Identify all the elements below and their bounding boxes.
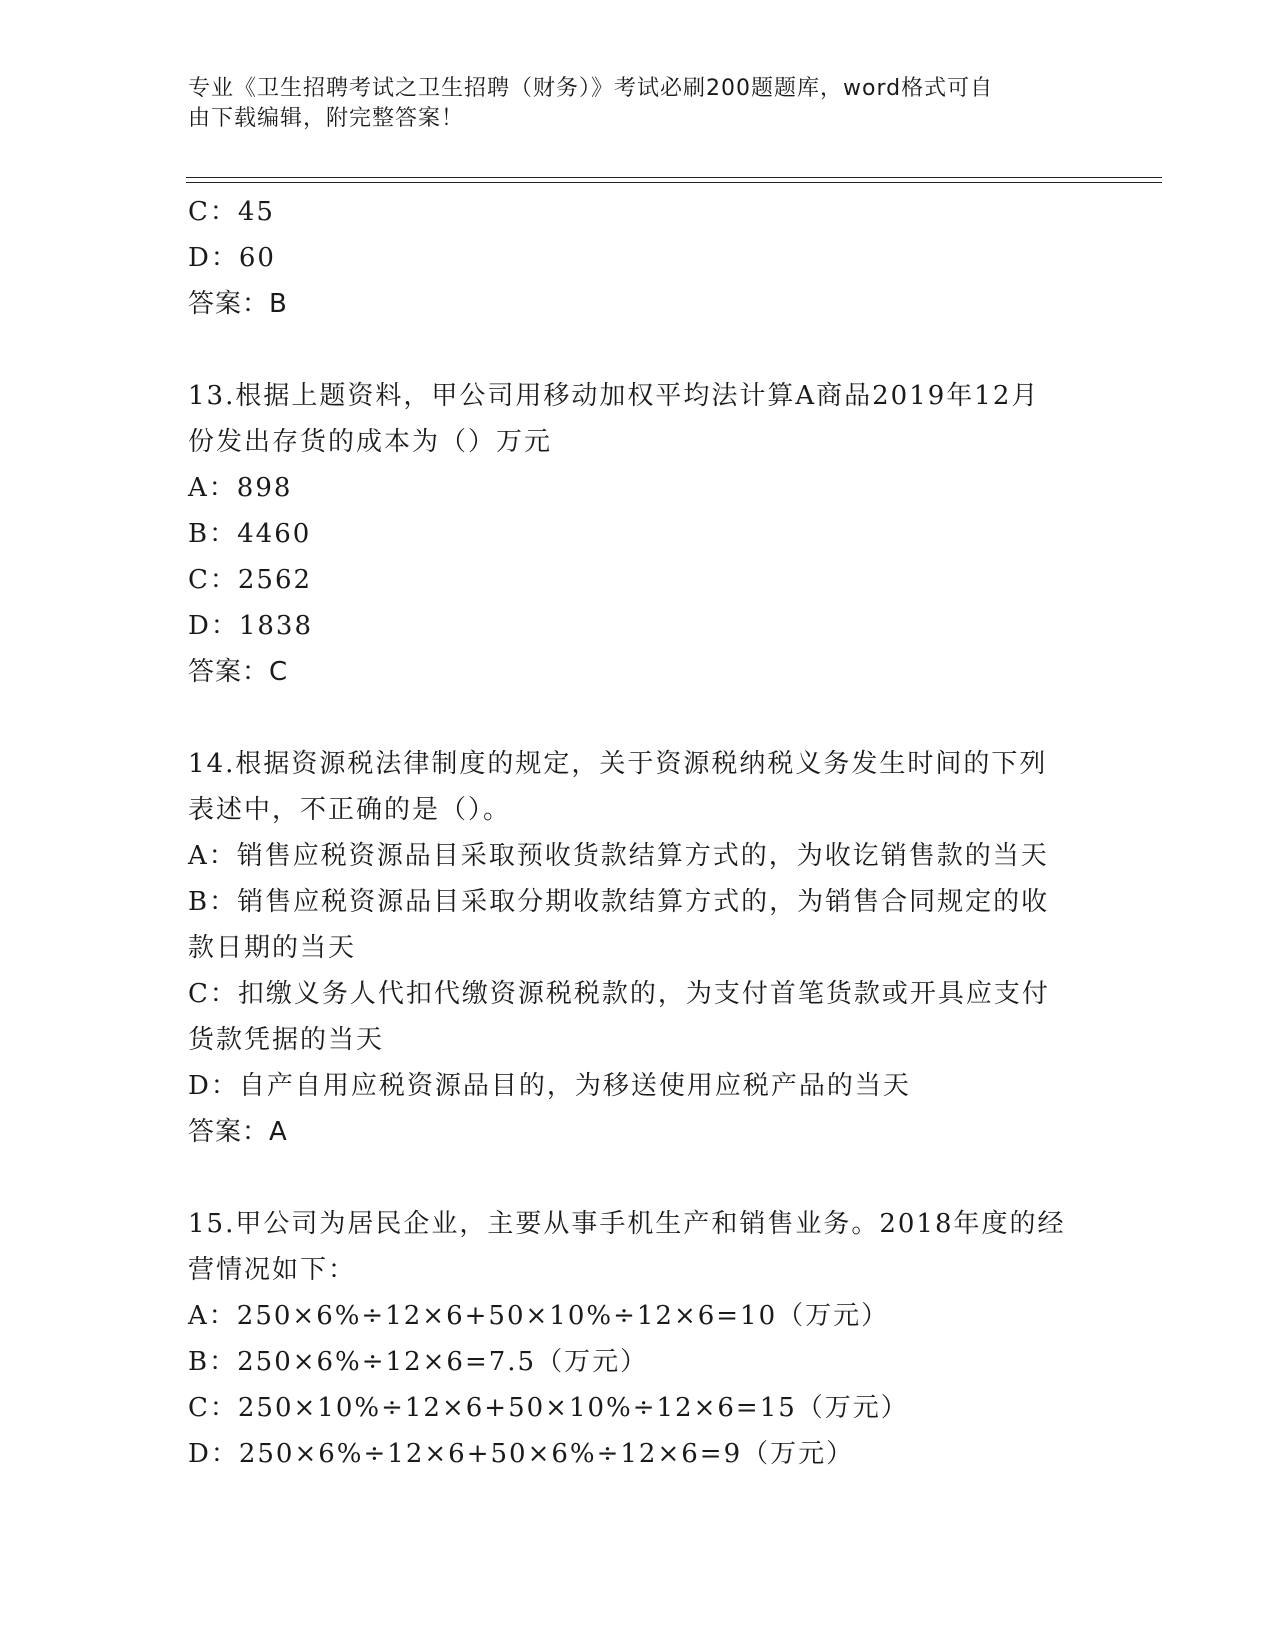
option-a: A：898 xyxy=(188,473,293,503)
spacer xyxy=(188,1155,1088,1201)
question-text-line-2: 份发出存货的成本为（）万元 xyxy=(188,427,553,457)
question-content xyxy=(188,189,1088,1477)
answer-line: 答案：B xyxy=(188,289,288,319)
question-text-line-1: 13.根据上题资料，甲公司用移动加权平均法计算A商品2019年12月 xyxy=(188,381,1040,411)
answer-line: 答案：A xyxy=(188,1117,288,1147)
spacer xyxy=(188,695,1088,741)
option-d: D：自产自用应税资源品目的，为移送使用应税产品的当天 xyxy=(188,1071,911,1101)
option-c: C：250×10%÷12×6+50×10%÷12×6=15（万元） xyxy=(188,1393,909,1423)
previous-question-tail xyxy=(188,189,1088,327)
option-d: D：60 xyxy=(188,243,276,273)
header-divider-top xyxy=(186,177,1162,178)
option-c-line-2: 货款凭据的当天 xyxy=(188,1025,385,1055)
option-b: B：4460 xyxy=(188,519,312,549)
option-b-line-2: 款日期的当天 xyxy=(188,933,357,963)
header-line-2: 由下载编辑，附完整答案！ xyxy=(188,106,465,131)
question-text-line-2: 表述中，不正确的是（）。 xyxy=(188,795,512,825)
question-14 xyxy=(188,741,1088,1155)
question-text-line-1: 14.根据资源税法律制度的规定，关于资源税纳税义务发生时间的下列 xyxy=(188,749,1048,779)
option-a: A：250×6%÷12×6+50×10%÷12×6=10（万元） xyxy=(188,1301,890,1331)
option-d: D：250×6%÷12×6+50×6%÷12×6=9（万元） xyxy=(188,1439,855,1469)
question-15 xyxy=(188,1201,1088,1477)
answer-line: 答案：C xyxy=(188,657,289,687)
question-13 xyxy=(188,373,1088,695)
header-divider-bottom xyxy=(186,182,1162,183)
question-text-line-2: 营情况如下： xyxy=(188,1255,357,1285)
document-header xyxy=(188,74,1068,134)
header-line-1: 专业《卫生招聘考试之卫生招聘（财务）》考试必刷200题题库，word格式可自 xyxy=(188,76,994,101)
question-text-line-1: 15.甲公司为居民企业，主要从事手机生产和销售业务。2018年度的经 xyxy=(188,1209,1066,1239)
option-d: D：1838 xyxy=(188,611,314,641)
option-b-line-1: B：销售应税资源品目采取分期收款结算方式的，为销售合同规定的收 xyxy=(188,887,1050,917)
option-c-line-1: C：扣缴义务人代扣代缴资源税税款的，为支付首笔货款或开具应支付 xyxy=(188,979,1050,1009)
option-c: C：2562 xyxy=(188,565,313,595)
option-a: A：销售应税资源品目采取预收货款结算方式的，为收讫销售款的当天 xyxy=(188,841,1049,871)
option-b: B：250×6%÷12×6=7.5（万元） xyxy=(188,1347,649,1377)
option-c: C：45 xyxy=(188,197,275,227)
spacer xyxy=(188,327,1088,373)
